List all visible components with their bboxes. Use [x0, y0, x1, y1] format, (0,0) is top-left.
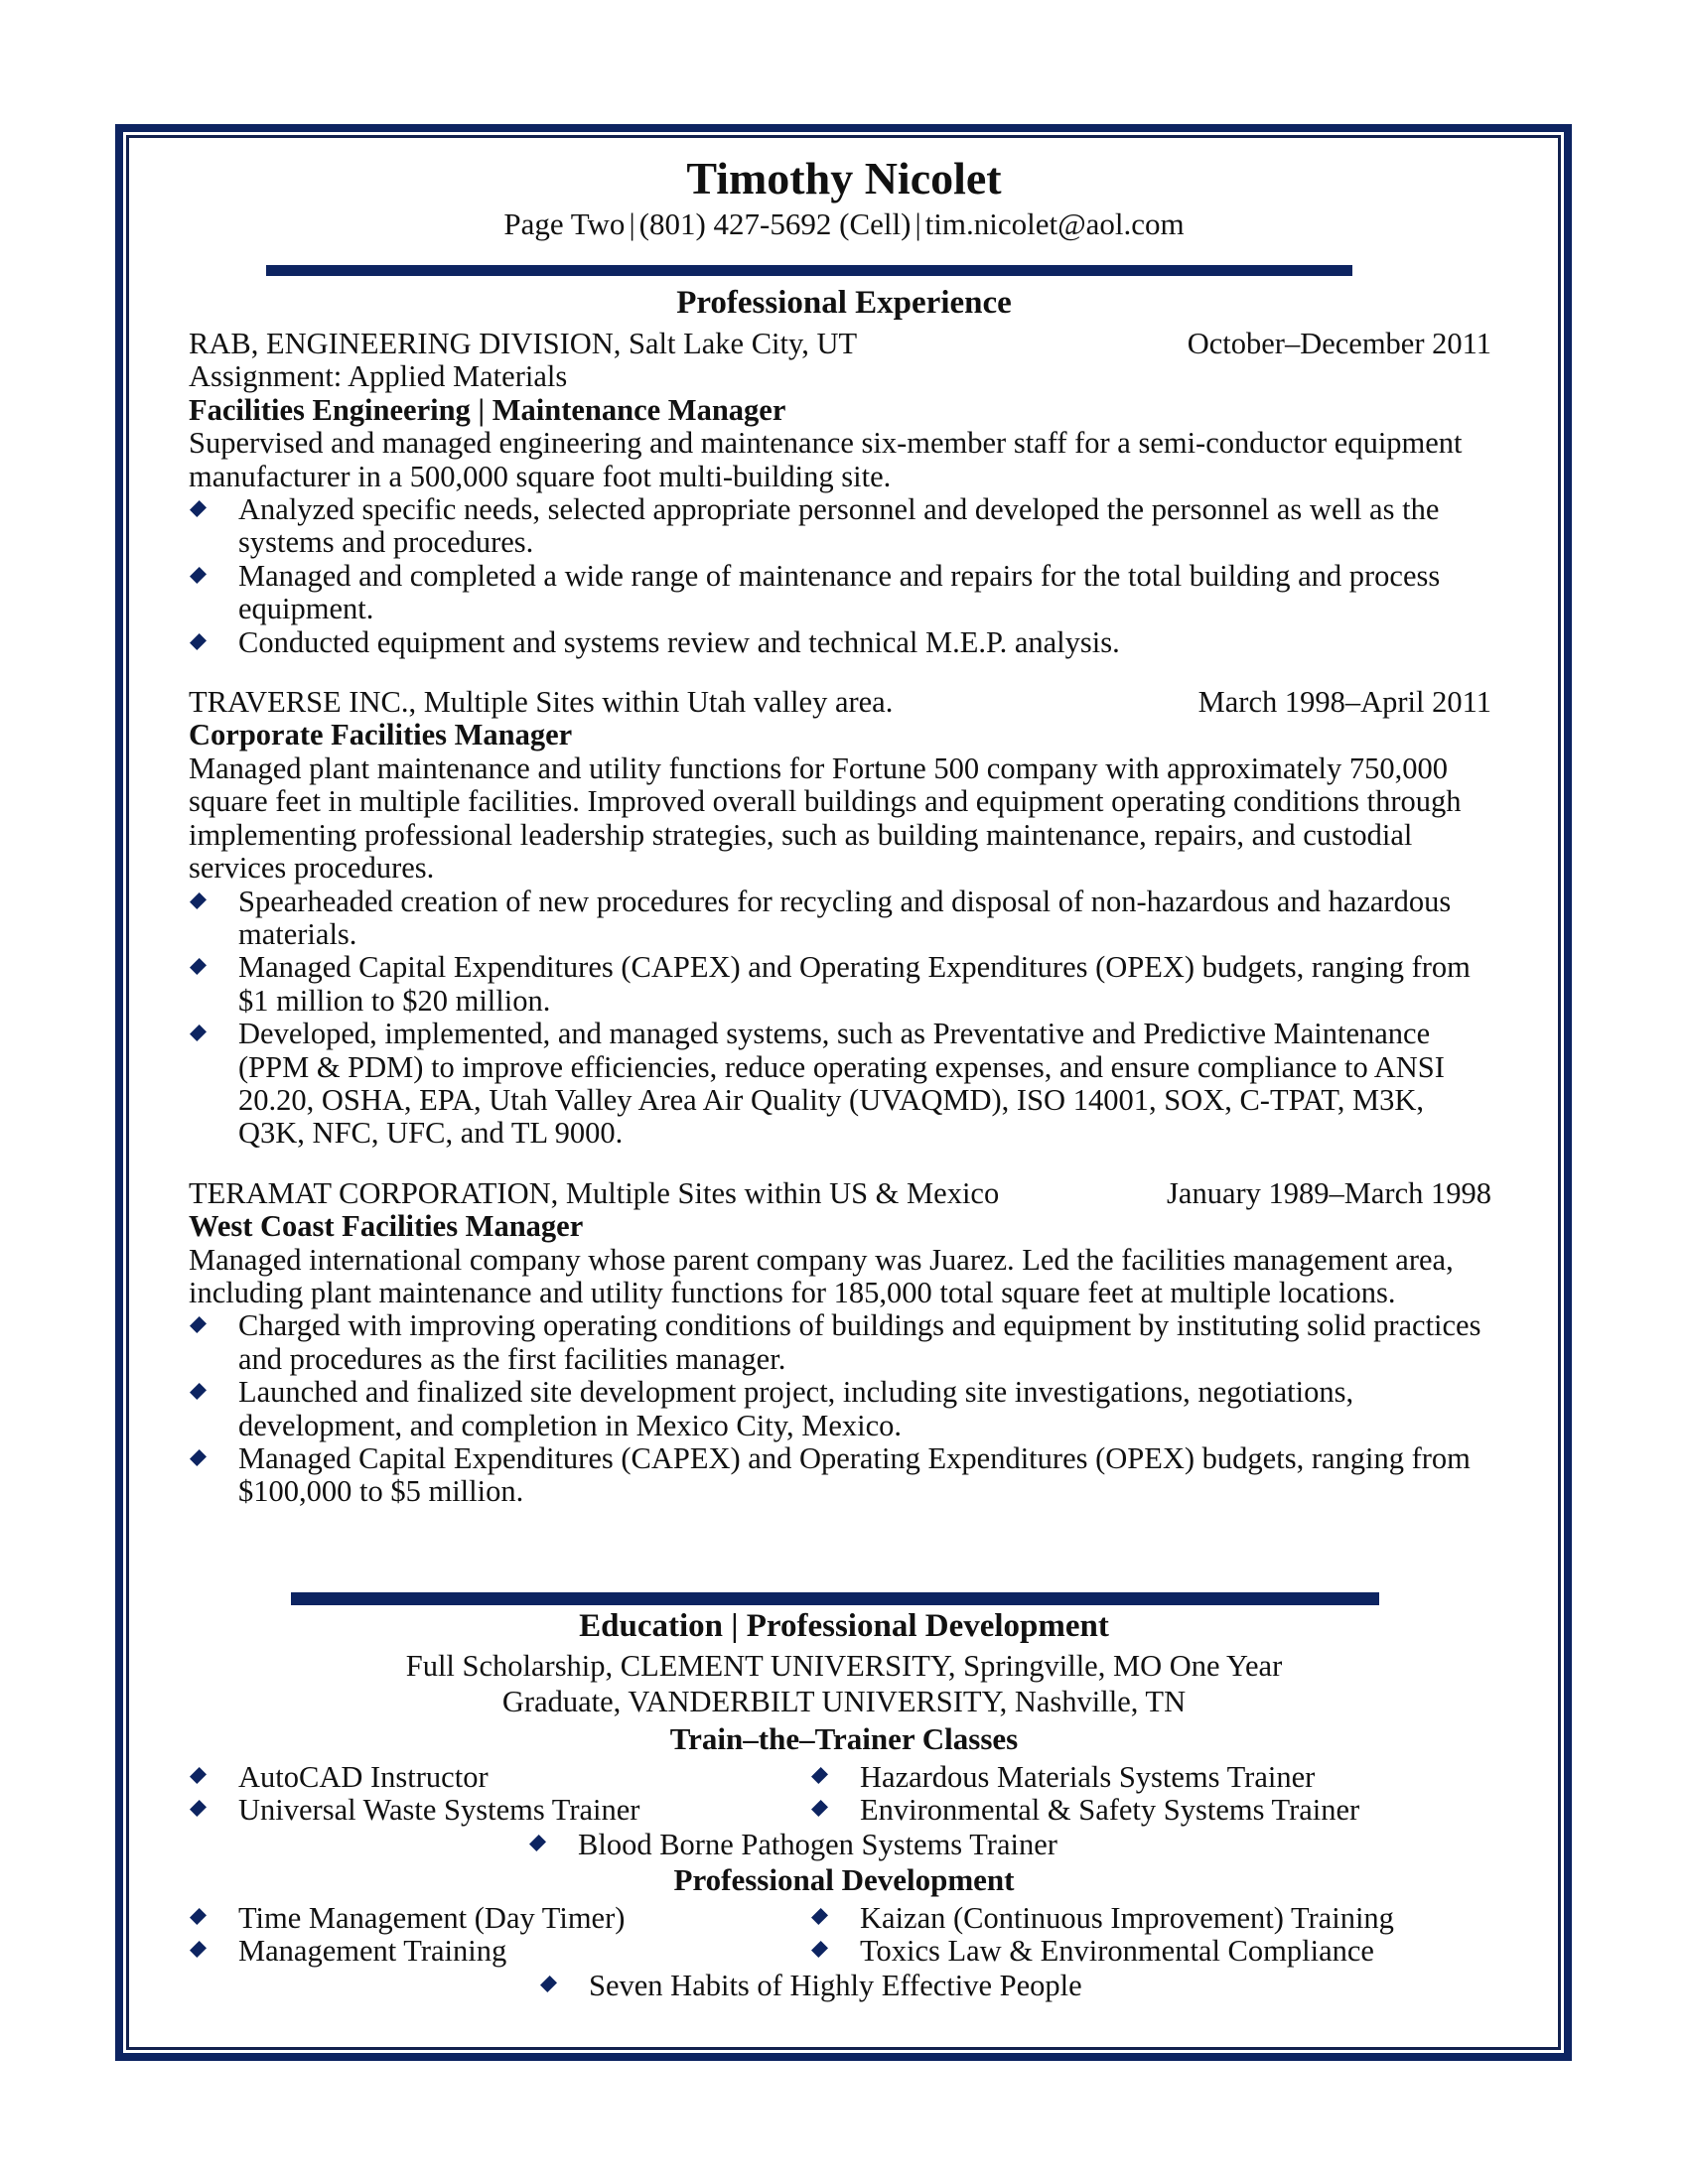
candidate-name: Timothy Nicolet — [686, 153, 1002, 204]
item-text: Seven Habits of Highly Effective People — [589, 1969, 1082, 2002]
item-text: Blood Borne Pathogen Systems Trainer — [578, 1828, 1057, 1861]
job-dates: January 1989–March 1998 — [1167, 1175, 1491, 1210]
bullet-text: Managed and completed a wide range of maintenance and repairs for the total building and process equipment. — [238, 558, 1441, 626]
phone: (801) 427-5692 (Cell) — [638, 206, 912, 241]
separator: | — [914, 206, 921, 241]
bullet-item — [189, 1442, 1491, 1509]
bullet-item — [189, 886, 1491, 952]
diamond-bullet-icon — [190, 1024, 207, 1041]
job-summary: Managed plant maintenance and utility functions for Fortune 500 company with approximately 750,000 square feet in multiple facilities. Improved overall buildings and equipment operating conditions through implementing professional leadership strategies, such as building maintenance, repairs, and custodial services procedures. — [189, 751, 1462, 886]
diamond-bullet-icon — [190, 567, 207, 584]
trainer-classes-list — [0, 1759, 1688, 1827]
job-dates: March 1998–April 2011 — [1197, 685, 1491, 720]
professional-development-title: Professional Development — [673, 1862, 1015, 1897]
job-role: Corporate Facilities Manager — [189, 718, 573, 752]
trainer-class-item — [810, 1759, 1315, 1795]
trainer-class-item — [189, 1759, 489, 1795]
bullet-text: Charged with improving operating conditions of buildings and equipment by instituting solid practices and procedures as the first facilities manager. — [238, 1308, 1481, 1376]
bullet-text: Managed Capital Expenditures (CAPEX) and Operating Expenditures (OPEX) budgets, ranging from $1 million to $20 million. — [238, 950, 1471, 1018]
bullet-text: Launched and finalized site development project, including site investigations, negotiations, development, and completion in Mexico City, Mexico. — [238, 1375, 1354, 1442]
experience-section — [189, 328, 1491, 1536]
bullet-item — [189, 626, 1491, 659]
job-header — [189, 328, 1491, 360]
development-item — [810, 1900, 1394, 1936]
bullet-text: Spearheaded creation of new procedures for recycling and disposal of non-hazardous and hazardous materials. — [238, 884, 1452, 951]
item-text: AutoCAD Instructor — [238, 1760, 489, 1794]
diamond-bullet-icon — [540, 1976, 557, 1992]
job-entry — [189, 328, 1491, 659]
item-text: Environmental & Safety Systems Trainer — [860, 1793, 1360, 1827]
diamond-bullet-icon — [190, 891, 207, 908]
section-title-experience: Professional Experience — [676, 285, 1012, 321]
job-bullets — [189, 1309, 1491, 1508]
development-item — [810, 1933, 1374, 1969]
diamond-bullet-icon — [190, 633, 207, 650]
contact-line — [0, 205, 1688, 244]
bullet-item — [189, 493, 1491, 560]
job-header — [189, 1177, 1491, 1210]
item-text: Toxics Law & Environmental Compliance — [860, 1934, 1374, 1968]
job-header — [189, 686, 1491, 719]
diamond-bullet-icon — [529, 1835, 546, 1851]
job-assignment: Assignment: Applied Materials — [189, 359, 568, 394]
section-title-education: Education | Professional Development — [579, 1608, 1109, 1644]
diamond-bullet-icon — [190, 1908, 207, 1925]
email-link[interactable]: tim.nicolet@aol.com — [924, 206, 1185, 241]
bullet-item — [189, 560, 1491, 626]
page-label: Page Two — [503, 206, 626, 241]
item-text: Management Training — [238, 1934, 507, 1968]
job-entry — [189, 686, 1491, 1151]
bullet-item — [189, 951, 1491, 1018]
bullet-text: Analyzed specific needs, selected appropriate personnel and developed the personnel as well as the systems and procedures. — [238, 492, 1440, 560]
education-divider — [291, 1592, 1379, 1605]
diamond-bullet-icon — [190, 1941, 207, 1958]
bullet-text: Managed Capital Expenditures (CAPEX) and Operating Expenditures (OPEX) budgets, ranging from $100,000 to $5 million. — [238, 1441, 1471, 1509]
education-section — [0, 1648, 1688, 2001]
trainer-class-item — [810, 1792, 1359, 1828]
job-bullets — [189, 886, 1491, 1151]
job-entry — [189, 1177, 1491, 1509]
diamond-bullet-icon — [811, 1800, 828, 1817]
diamond-bullet-icon — [811, 1908, 828, 1925]
item-text: Kaizan (Continuous Improvement) Training — [860, 1901, 1394, 1935]
diamond-bullet-icon — [190, 1800, 207, 1817]
item-text: Time Management (Day Timer) — [238, 1901, 626, 1935]
bullet-item — [189, 1018, 1491, 1151]
bullet-item — [189, 1309, 1491, 1376]
job-summary: Supervised and managed engineering and maintenance six-member staff for a semi-conductor equipment manufacturer in a 500,000 square foot multi-building site. — [189, 426, 1463, 493]
bullet-text: Developed, implemented, and managed systems, such as Preventative and Predictive Maintenance (PPM & PDM) to improve efficiencies, reduce operating expenses, and ensure compliance to ANSI 20.20, OSHA, EPA, Utah Valley Area Air Quality (UVAQMD), ISO 14001, SOX, C-TPAT, M3K, Q3K, NFC, UFC, and TL 9000. — [238, 1017, 1445, 1151]
bullet-item — [189, 1376, 1491, 1442]
trainer-classes-title: Train–the–Trainer Classes — [669, 1721, 1019, 1756]
job-role: Facilities Engineering | Maintenance Manager — [189, 392, 786, 427]
job-dates: October–December 2011 — [1187, 327, 1491, 360]
job-role: West Coast Facilities Manager — [189, 1209, 584, 1244]
job-company: TERAMAT CORPORATION, Multiple Sites within US & Mexico — [189, 1175, 1000, 1210]
diamond-bullet-icon — [190, 958, 207, 975]
diamond-bullet-icon — [811, 1767, 828, 1784]
diamond-bullet-icon — [190, 1767, 207, 1784]
trainer-class-item — [528, 1827, 1057, 1862]
separator: | — [629, 206, 635, 241]
diamond-bullet-icon — [190, 1383, 207, 1400]
professional-development-list — [0, 1900, 1688, 1968]
bullet-text: Conducted equipment and systems review and technical M.E.P. analysis. — [238, 624, 1120, 659]
trainer-classes-centered — [0, 1827, 1688, 1860]
diamond-bullet-icon — [190, 500, 207, 517]
development-item — [189, 1900, 625, 1936]
item-text: Hazardous Materials Systems Trainer — [860, 1760, 1316, 1794]
development-item — [189, 1933, 506, 1969]
job-summary: Managed international company whose parent company was Juarez. Led the facilities management area, including plant maintenance and utility functions for 185,000 total square feet at multiple locations. — [189, 1242, 1454, 1309]
education-line: Full Scholarship, CLEMENT UNIVERSITY, Springville, MO One Year — [405, 1649, 1283, 1683]
diamond-bullet-icon — [811, 1941, 828, 1958]
diamond-bullet-icon — [190, 1449, 207, 1466]
item-text: Universal Waste Systems Trainer — [238, 1793, 640, 1827]
job-company: RAB, ENGINEERING DIVISION, Salt Lake City, UT — [189, 327, 858, 360]
job-bullets — [189, 493, 1491, 659]
development-item — [539, 1968, 1082, 2003]
header-divider — [266, 265, 1352, 276]
professional-development-centered — [0, 1968, 1688, 2001]
diamond-bullet-icon — [190, 1316, 207, 1333]
trainer-class-item — [189, 1792, 639, 1828]
job-company: TRAVERSE INC., Multiple Sites within Utah valley area. — [189, 685, 894, 720]
education-line: Graduate, VANDERBILT UNIVERSITY, Nashville, TN — [501, 1685, 1187, 1718]
